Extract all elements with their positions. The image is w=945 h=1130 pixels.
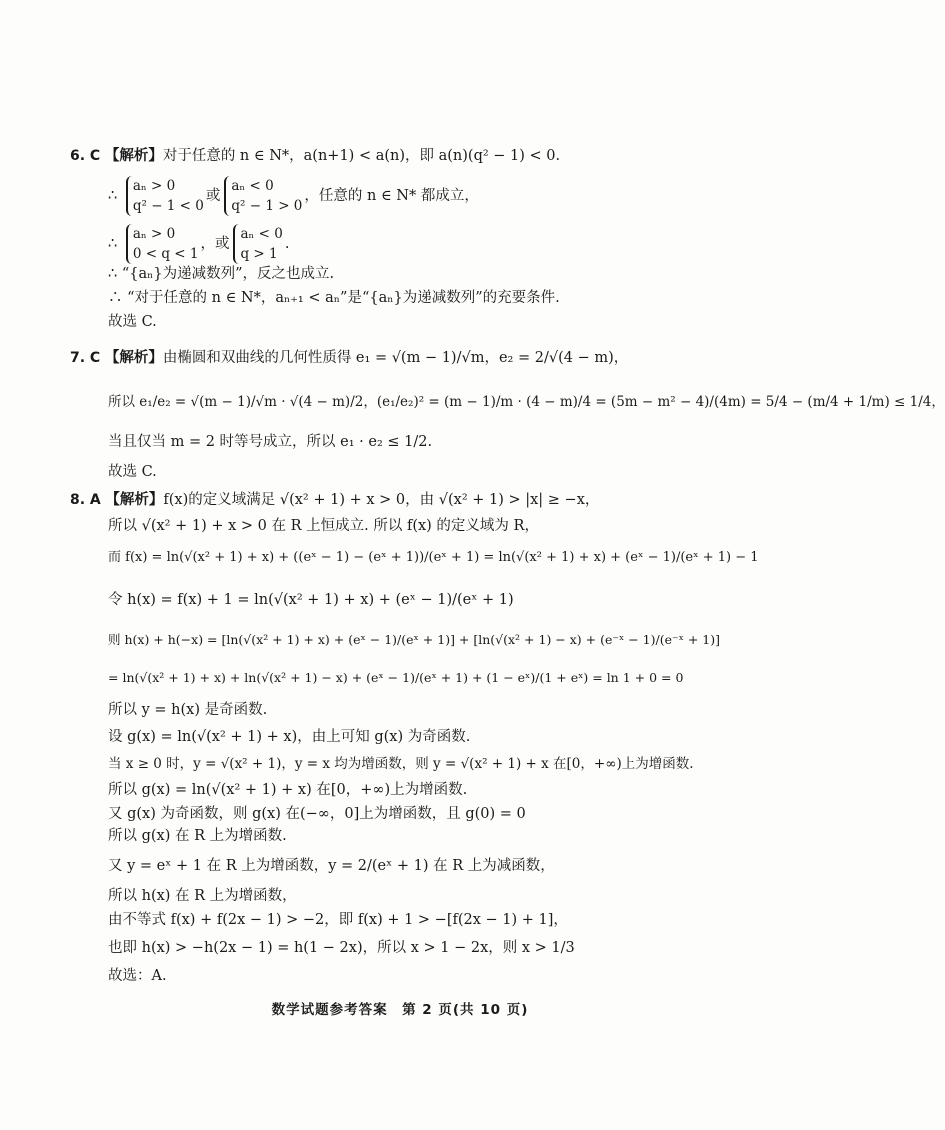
q8-line-17: 故选：A. — [108, 968, 167, 984]
q8-line-4: 令 h(x) = f(x) + 1 = ln(√(x² + 1) + x) + (eˣ − 1)/(eˣ + 1) — [108, 592, 514, 608]
q6-system-4 — [233, 224, 282, 264]
q6-line-2: ∴ aₙ > 0 q² − 1 < 0或aₙ < 0 q² − 1 > 0，任意的 n ∈ N* 都成立， — [108, 178, 479, 214]
q7-number: 7. C — [70, 350, 101, 366]
q8-line-13: 又 y = eˣ + 1 在 R 上为增函数，y = 2/(eˣ + 1) 在 R 上为减函数， — [108, 858, 555, 874]
q6-sys3-bottom: 0 < q < 1 — [132, 246, 199, 262]
q6-or-2: ，或 — [200, 236, 230, 252]
page-footer: 数学试题参考答案 第 2 页(共 10 页) — [271, 1002, 529, 1018]
q6-line-4: ∴ “{aₙ}为递减数列”，反之也成立. — [108, 266, 335, 282]
q7-line-4: 故选 C. — [108, 464, 157, 480]
q8-line-3: 而 f(x) = ln(√(x² + 1) + x) + ((eˣ − 1) − (eˣ + 1))/(eˣ + 1) = ln(√(x² + 1) + x) + (eˣ − 1)/(eˣ + 1) − 1 — [108, 550, 759, 565]
q8-line-6: = ln(√(x² + 1) + x) + ln(√(x² + 1) − x) + (eˣ − 1)/(eˣ + 1) + (1 − eˣ)/(1 + eˣ) = ln 1 + 0 = 0 — [108, 670, 684, 685]
q6-text-2: ，任意的 n ∈ N* 都成立， — [304, 188, 479, 204]
q6-sys4-bottom: q > 1 — [240, 246, 278, 262]
q8-line-12: 所以 g(x) 在 R 上为增函数. — [108, 828, 287, 844]
q7-line-2: 所以 e₁/e₂ = √(m − 1)/√m · √(4 − m)/2，(e₁/e₂)² = (m − 1)/m · (4 − m)/4 = (5m − m² − 4)/(4m) = 5/4 − (m/4 + 1/m) ≤ 1/4， — [108, 394, 945, 410]
q8-text-1: f(x)的定义域满足 √(x² + 1) + x > 0，由 √(x² + 1) > |x| ≥ −x， — [163, 492, 600, 508]
q6-line-6: 故选 C. — [108, 314, 157, 330]
q7-line-3: 当且仅当 m = 2 时等号成立，所以 e₁ · e₂ ≤ 1/2. — [108, 434, 433, 450]
q6-or-1: 或 — [205, 188, 221, 204]
q7-text-1: 由椭圆和双曲线的几何性质得 e₁ = √(m − 1)/√m，e₂ = 2/√(4 − m)， — [162, 350, 629, 366]
q8-line-2: 所以 √(x² + 1) + x > 0 在 R 上恒成立. 所以 f(x) 的定义域为 R， — [108, 518, 539, 534]
q6-sys3-top: aₙ > 0 — [132, 226, 176, 242]
q6-sys2-bottom: q² − 1 > 0 — [231, 198, 303, 214]
q6-line-3: ∴ aₙ > 0 0 < q < 1，或aₙ < 0 q > 1. — [108, 226, 290, 262]
q6-system-3 — [126, 224, 199, 264]
q6-sys1-top: aₙ > 0 — [132, 178, 176, 194]
q8-line-7: 所以 y = h(x) 是奇函数. — [108, 702, 268, 718]
q8-line-14: 所以 h(x) 在 R 上为增函数， — [108, 888, 297, 904]
q8-line-10: 所以 g(x) = ln(√(x² + 1) + x) 在[0，+∞)上为增函数. — [108, 782, 468, 798]
q8-line-15: 由不等式 f(x) + f(2x − 1) > −2，即 f(x) + 1 > −[f(2x − 1) + 1]， — [108, 912, 568, 928]
q8-line-11: 又 g(x) 为奇函数，则 g(x) 在(−∞，0]上为增函数，且 g(0) = 0 — [108, 806, 526, 822]
q6-text-1: 对于任意的 n ∈ N*，a(n+1) < a(n)，即 a(n)(q² − 1) < 0. — [162, 148, 561, 164]
q8-line-16: 也即 h(x) > −h(2x − 1) = h(1 − 2x)，所以 x > 1 − 2x，则 x > 1/3 — [108, 940, 575, 956]
q7-line-1 — [70, 348, 628, 368]
q7-tag: 【解析】 — [104, 349, 163, 366]
q8-line-9: 当 x ≥ 0 时，y = √(x² + 1)，y = x 均为增函数，则 y = √(x² + 1) + x 在[0，+∞)上为增函数. — [108, 756, 694, 772]
q6-sys2-top: aₙ < 0 — [231, 178, 274, 194]
q6-number: 6. C — [70, 148, 101, 164]
q8-line-1 — [70, 490, 599, 510]
q6-tag: 【解析】 — [104, 147, 163, 164]
q6-line-1 — [70, 146, 560, 166]
q6-line-5: ∴ “对于任意的 n ∈ N*，aₙ₊₁ < aₙ”是“{aₙ}为递减数列”的充要条件. — [108, 290, 560, 306]
q8-line-5: 则 h(x) + h(−x) = [ln(√(x² + 1) + x) + (eˣ − 1)/(eˣ + 1)] + [ln(√(x² + 1) − x) + (e⁻ˣ − 1)/(e⁻ˣ + 1)] — [108, 632, 721, 647]
q8-line-8: 设 g(x) = ln(√(x² + 1) + x)，由上可知 g(x) 为奇函数. — [108, 729, 471, 745]
q6-system-1 — [126, 176, 204, 216]
q8-tag: 【解析】 — [105, 491, 164, 508]
q6-sys1-bottom: q² − 1 < 0 — [132, 198, 204, 214]
q6-system-2 — [224, 176, 302, 216]
q8-number: 8. A — [70, 492, 101, 508]
q6-sys4-top: aₙ < 0 — [240, 226, 283, 242]
